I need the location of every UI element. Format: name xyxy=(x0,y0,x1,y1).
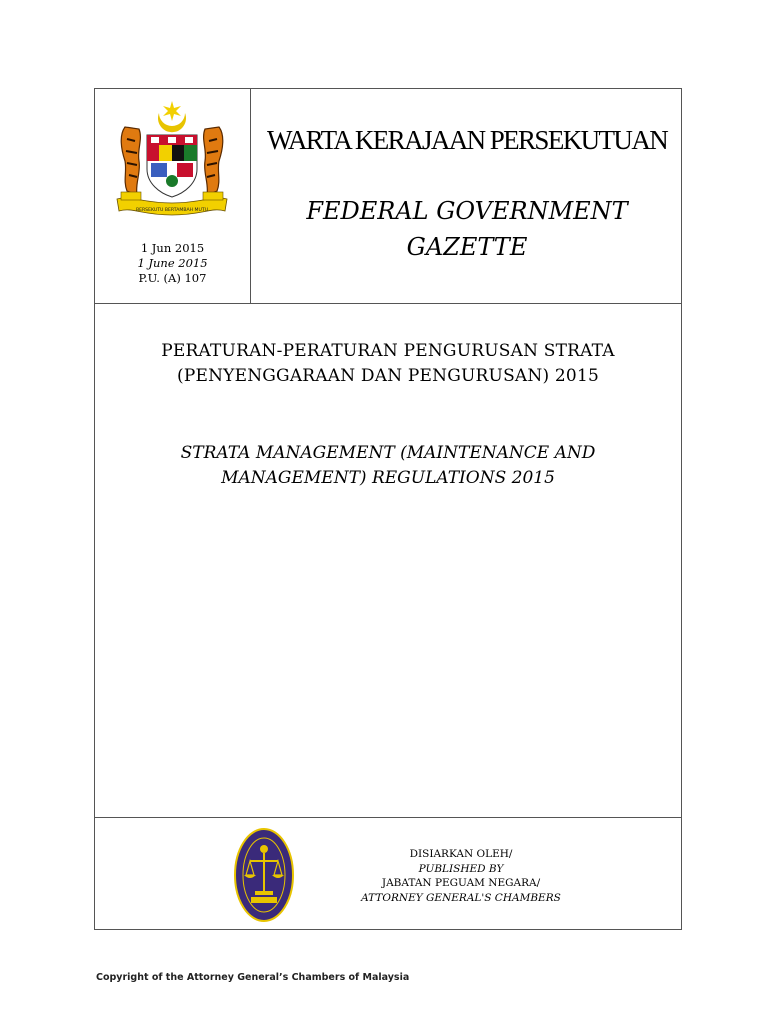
pu-number: P.U. (A) 107 xyxy=(138,271,207,285)
attorney-general-chambers-emblem-icon xyxy=(233,827,295,923)
regulation-title-english xyxy=(95,441,681,491)
publisher-name-malay: JABATAN PEGUAM NEGARA/ xyxy=(381,877,541,889)
copyright-notice: Copyright of the Attorney General’s Chambers of Malaysia xyxy=(96,972,410,983)
publisher-name-english: ATTORNEY GENERAL'S CHAMBERS xyxy=(361,891,561,904)
date-english: 1 June 2015 xyxy=(137,256,208,270)
gazette-date-block xyxy=(95,241,250,286)
date-malay: 1 Jun 2015 xyxy=(140,241,205,255)
regulation-title-english-line2: MANAGEMENT) REGULATIONS 2015 xyxy=(221,468,555,488)
malaysia-coat-of-arms-icon xyxy=(111,99,233,219)
gazette-cover-frame xyxy=(94,88,682,930)
publisher-line-english: PUBLISHED BY xyxy=(418,862,504,875)
gazette-title-english-line2: GAZETTE xyxy=(406,233,528,261)
header-divider xyxy=(95,303,681,304)
footer-divider xyxy=(95,817,681,818)
gazette-title-english-line1: FEDERAL GOVERNMENT xyxy=(306,197,628,225)
regulation-title-english-line1: STRATA MANAGEMENT (MAINTENANCE AND xyxy=(180,443,596,463)
regulation-title-malay-line2: (PENYENGGARAAN DAN PENGURUSAN) 2015 xyxy=(177,366,599,386)
publisher-block xyxy=(301,847,621,905)
regulation-title-malay-line1: PERATURAN-PERATURAN PENGURUSAN STRATA xyxy=(161,341,615,361)
gazette-title-english xyxy=(251,193,683,265)
regulation-title-malay xyxy=(95,339,681,389)
gazette-title-malay: WARTA KERAJAAN PERSEKUTUAN xyxy=(267,125,668,155)
crest-motto-text: BERSEKUTU BERTAMBAH MUTU xyxy=(135,208,209,213)
publisher-line-malay: DISIARKAN OLEH/ xyxy=(409,848,513,860)
